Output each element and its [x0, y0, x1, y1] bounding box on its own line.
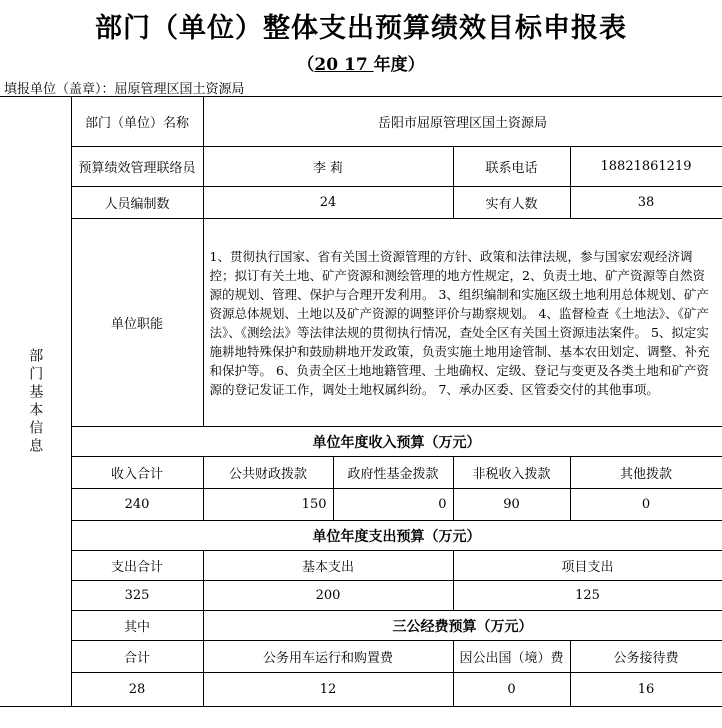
- income-header: 其他拨款: [570, 457, 722, 489]
- income-value: 90: [453, 489, 570, 521]
- year-prefix: （: [297, 55, 315, 75]
- staff-label: 人员编制数: [71, 187, 203, 219]
- contact-name: 李 莉: [203, 147, 453, 187]
- year-line: [0, 50, 722, 75]
- among-label: 其中: [71, 611, 203, 641]
- sangong-value: 12: [203, 673, 453, 707]
- expense-value: 200: [203, 581, 453, 611]
- expense-value: 125: [453, 581, 722, 611]
- contact-label: 预算绩效管理联络员: [71, 147, 203, 187]
- year-suffix: 年度）: [373, 55, 425, 75]
- phone-value: 18821861219: [570, 147, 722, 187]
- duty-label: 单位职能: [71, 219, 203, 427]
- actual-label: 实有人数: [453, 187, 570, 219]
- expense-header: 基本支出: [203, 551, 453, 581]
- income-header: 收入合计: [71, 457, 203, 489]
- income-value: 150: [203, 489, 333, 521]
- expense-total: 325: [71, 581, 203, 611]
- income-heading: 单位年度收入预算（万元）: [71, 427, 722, 457]
- dept-value: 岳阳市屈原管理区国土资源局: [203, 97, 722, 147]
- expense-heading: 单位年度支出预算（万元）: [71, 521, 722, 551]
- sangong-header: 公务用车运行和购置费: [203, 641, 453, 673]
- phone-label: 联系电话: [453, 147, 570, 187]
- income-header: 政府性基金拨款: [333, 457, 453, 489]
- fill-unit-label: 填报单位（盖章）：屈原管理区国土资源局: [4, 82, 245, 97]
- income-value: 0: [333, 489, 453, 521]
- sangong-heading: 三公经费预算（万元）: [203, 611, 722, 641]
- actual-value: 38: [570, 187, 722, 219]
- budget-form-table: [0, 96, 722, 707]
- year-value: 20 17: [314, 55, 374, 75]
- expense-header: 支出合计: [71, 551, 203, 581]
- staff-value: 24: [203, 187, 453, 219]
- sangong-total: 28: [71, 673, 203, 707]
- dept-label: 部门（单位）名称: [71, 97, 203, 147]
- expense-header: 项目支出: [453, 551, 722, 581]
- page-title: 部门（单位）整体支出预算绩效目标申报表: [95, 13, 627, 44]
- sangong-header: 合计: [71, 641, 203, 673]
- income-total: 240: [71, 489, 203, 521]
- sangong-value: 16: [570, 673, 722, 707]
- income-value: 0: [570, 489, 722, 521]
- income-header: 非税收入拨款: [453, 457, 570, 489]
- sangong-value: 0: [453, 673, 570, 707]
- side-label: 部门基本信息: [0, 97, 71, 707]
- income-header: 公共财政拨款: [203, 457, 333, 489]
- sangong-header: 公务接待费: [570, 641, 722, 673]
- sangong-header: 因公出国（境）费: [453, 641, 570, 673]
- duty-text: 1、贯彻执行国家、省有关国土资源管理的方针、政策和法律法规，参与国家宏观经济调控；拟订有关土地、矿产资源和测绘管理的地方性规定，2、负责土地、矿产资源等自然资源的规划、管理、保护与合理开发利用。 3、组织编制和实施区级土地利用总体规划、矿产资源总体规划、土地以及矿产资源的调整评价与勘察规划。 4、监督检查《土地法》、《矿产法》、《测绘法》等法律法规的贯彻执行情况，查处全区有关国土资源违法案件。 5、拟定实施耕地特殊保护和鼓励耕地开发政策，负责实施土地用途管制、基本农田划定、调整、补充和保护等。 6、负责全区土地地籍管理、土地确权、定级、登记与变更及各类土地和矿产资源的登记发证工作，调处土地权属纠纷。 7、承办区委、区管委交付的其他事项。: [203, 219, 722, 427]
